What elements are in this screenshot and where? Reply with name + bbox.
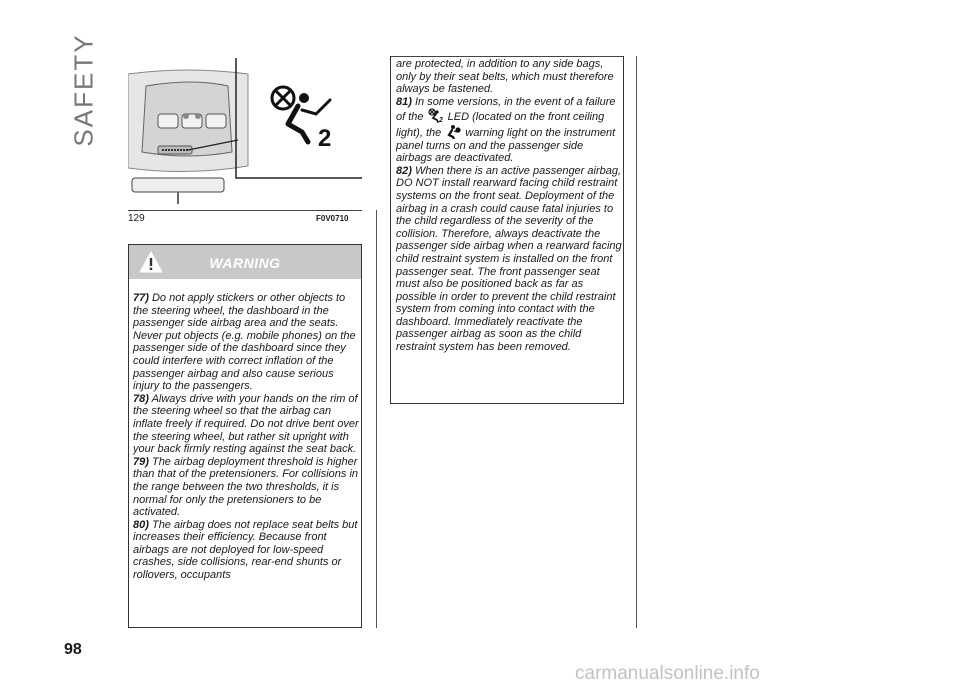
column-divider-middle — [376, 210, 377, 628]
airbag-warning-light-icon — [445, 124, 461, 139]
item-number: 80) — [133, 518, 149, 531]
section-tab — [62, 33, 106, 147]
warning-header — [129, 245, 361, 279]
item-text-part3: warning light on the instrument panel turns on and the passenger side airbags are deactivated. — [396, 126, 616, 165]
warning-item-77 — [133, 292, 361, 393]
watermark: carmanualsonline.info — [575, 663, 760, 684]
item-number: 82) — [396, 164, 412, 177]
warning-item-81 — [396, 96, 622, 165]
item-number: 81) — [396, 95, 412, 108]
item-text-part2: LED (located on the front ceiling light), the — [396, 111, 605, 139]
item-text: Always drive with your hands on the rim of the steering wheel so that the airbag can inflate freely if required. Do not drive bent over the steering wheel, but rather sit upright with your back firmly resting against the seat back. — [133, 392, 359, 456]
figure-code: F0V0710 — [316, 214, 349, 223]
passenger-airbag-off-icon — [428, 108, 444, 123]
icon-digit: 2 — [318, 125, 332, 152]
warning-item-78 — [133, 393, 361, 456]
warning-item-79 — [133, 456, 361, 519]
item-text: When there is an active passenger airbag, DO NOT install rearward facing child restraint systems on the front seat. Deployment of the airbag in a crash could cause fatal injuries to the child regardless of the severity of the collision. Therefore, always deactivate the passenger side airbag when a rearward facing child restraint system is installed on the front passenger seat. The front passenger seat must also be positioned back as far as possible in order to prevent the child restraint system from coming into contact with the dashboard. Immediately reactivate the passenger airbag as soon as the child restraint system has been removed. — [396, 164, 622, 354]
section-title: SAFETY — [68, 33, 99, 147]
warning-box — [128, 244, 362, 628]
item-text: The airbag deployment threshold is higher than that of the pretensioners. For collisions in the range between the two thresholds, it is normal for only the pretensioners to be activated. — [133, 455, 359, 519]
item-number: 77) — [133, 292, 149, 304]
item-number: 78) — [133, 392, 149, 405]
item-number: 79) — [133, 455, 149, 468]
figure-ceiling-light — [128, 56, 362, 208]
warning-item-82 — [396, 165, 622, 354]
warning-continuation-box — [390, 56, 624, 404]
item-text: The airbag does not replace seat belts but increases their efficiency. Because front airbags are not deployed for low-speed crashes, side collisions, rear-end shunts or rollovers, occupants — [133, 518, 358, 582]
passenger-airbag-off-icon — [268, 84, 340, 152]
warning-item-80 — [133, 519, 361, 582]
figure-bottom-rule — [128, 210, 362, 211]
warning-title: WARNING — [209, 255, 281, 271]
column-divider-right — [636, 56, 637, 628]
figure-number: 129 — [128, 213, 145, 224]
item-text: Do not apply stickers or other objects to the steering wheel, the dashboard in the passenger side airbag area and the seats. Never put objects (e.g. mobile phones) on the passenger side of the dashboard since they could interfere with correct inflation of the passenger airbag and also cause serious injury to the passengers. — [133, 292, 356, 393]
continuation-lead: are protected, in addition to any side bags, only by their seat belts, which must therefore always be fastened. — [396, 58, 614, 96]
page-number: 98 — [64, 641, 82, 658]
item-text-part1: In some versions, in the event of a failure of the — [396, 95, 616, 124]
warning-text — [133, 292, 361, 582]
continuation-text — [396, 58, 622, 354]
svg-text:2: 2 — [438, 117, 443, 124]
